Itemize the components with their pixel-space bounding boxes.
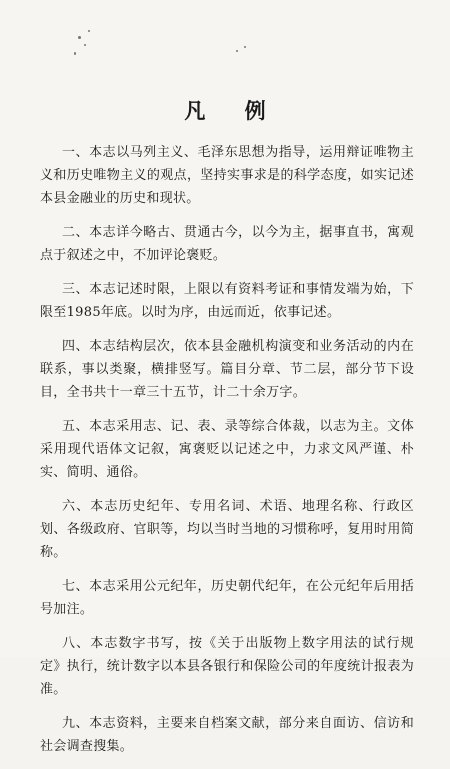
page-title: 凡 例	[184, 98, 282, 123]
paragraph: 一、本志以马列主义、毛泽东思想为指导，运用辩证唯物主义和历史唯物主义的观点，坚持实事求是的科学态度，如实记述本县金融业的历史和现状。	[40, 145, 414, 206]
scan-speck	[84, 44, 86, 46]
paragraph: 五、本志采用志、记、表、录等综合体裁，以志为主。文体采用现代语体文记叙，寓褒贬以记述之中，力求文风严谨、朴实、简明、通俗。	[40, 419, 414, 480]
paragraph: 三、本志记述时限，上限以有资料考证和事情发端为始，下限至1985年底。以时为序，由远而近，依事记述。	[40, 282, 414, 320]
paragraph: 六、本志历史纪年、专用名词、术语、地理名称、行政区划、各级政府、官职等，均以当时当地的习惯称呼，复用时用简称。	[40, 499, 414, 560]
scan-speck	[236, 50, 238, 52]
scan-speck	[78, 36, 81, 39]
paragraph: 九、本志资料，主要来自档案文献，部分来自面访、信访和社会调查搜集。	[40, 716, 414, 754]
scan-speck	[74, 52, 76, 55]
paragraph: 二、本志详今略古、贯通古今，以今为主，据事直书，寓观点于叙述之中，不加评论褒贬。	[40, 225, 414, 263]
paragraph: 四、本志结构层次，依本县金融机构演变和业务活动的内在联系，事以类聚，横排竖写。篇目分章、节二层，部分节下设目，全书共十一章三十五节，计二十余万字。	[40, 339, 414, 400]
document-body	[40, 141, 414, 769]
paragraph: 七、本志采用公元纪年，历史朝代纪年，在公元纪年后用括号加注。	[40, 579, 414, 617]
scan-speck	[88, 30, 90, 32]
paragraph: 八、本志数字书写，按《关于出版物上数字用法的试行规定》执行，统计数字以本县各银行和保险公司的年度统计报表为准。	[40, 636, 414, 697]
scan-speck	[244, 46, 246, 48]
